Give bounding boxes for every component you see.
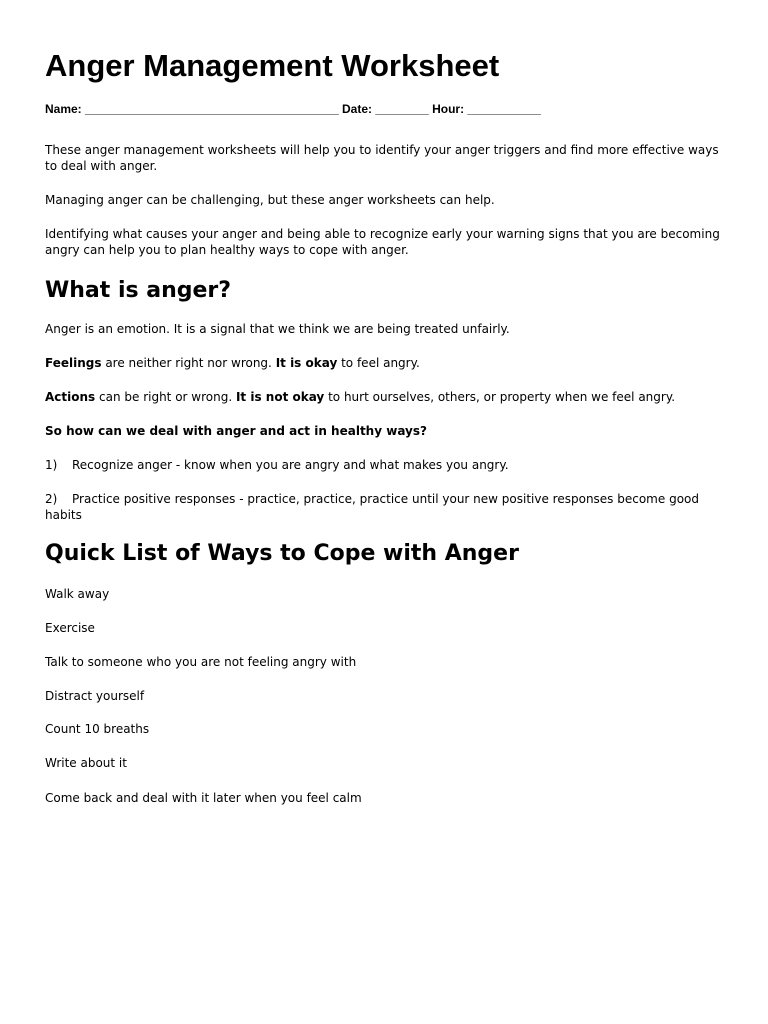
actions-emphasis: It is not okay: [235, 390, 325, 404]
hour-label: Hour:: [432, 102, 465, 116]
intro-paragraph-1: These anger management worksheets will help you to identify your anger triggers and find more effective ways to deal with anger.: [45, 143, 719, 173]
list-item: Write about it: [45, 756, 127, 770]
step-number: 2): [45, 492, 58, 506]
list-item: Exercise: [45, 621, 95, 635]
intro-paragraph-3: Identifying what causes your anger and being able to recognize early your warning signs that you are becoming angry can help you to plan healthy ways to cope with anger.: [45, 227, 720, 257]
step-text: Practice positive responses - practice, practice, practice until your new positive responses become good habits: [45, 492, 699, 522]
page-title: Anger Management Worksheet: [45, 48, 500, 83]
student-info-fields: [45, 101, 541, 117]
feelings-text-1: are neither right nor wrong.: [101, 356, 276, 370]
actions-statement: [45, 389, 730, 405]
list-item: Count 10 breaths: [45, 722, 150, 736]
section-heading-what-is-anger: What is anger?: [45, 278, 232, 303]
list-item: Come back and deal with it later when you feel calm: [45, 791, 362, 805]
feelings-statement: [45, 355, 730, 371]
name-blank: ______________________________________: [85, 102, 339, 116]
feelings-text-2: to feel angry.: [337, 356, 420, 370]
list-item: Walk away: [45, 587, 110, 601]
actions-text-2: to hurt ourselves, others, or property when we feel angry.: [324, 390, 676, 404]
step-item: [45, 457, 730, 473]
question-text: So how can we deal with anger and act in healthy ways?: [45, 424, 427, 438]
anger-definition: Anger is an emotion. It is a signal that we think we are being treated unfairly.: [45, 322, 510, 336]
step-text: Recognize anger - know when you are angry and what makes you angry.: [72, 458, 509, 472]
date-label: Date:: [341, 102, 372, 116]
step-item: [45, 491, 730, 523]
actions-text-1: can be right or wrong.: [95, 390, 236, 404]
feelings-emphasis: It is okay: [275, 356, 338, 370]
healthy-ways-question: [45, 423, 730, 439]
name-label: Name:: [45, 102, 82, 116]
hour-blank: ___________: [467, 102, 541, 116]
list-item: Distract yourself: [45, 689, 145, 703]
list-item: Talk to someone who you are not feeling angry with: [45, 655, 357, 669]
feelings-term: Feelings: [45, 356, 102, 370]
actions-term: Actions: [45, 390, 96, 404]
date-blank: ________: [375, 102, 429, 116]
intro-paragraph-2: Managing anger can be challenging, but these anger worksheets can help.: [45, 193, 495, 207]
section-heading-quick-list: Quick List of Ways to Cope with Anger: [45, 541, 519, 566]
step-number: 1): [45, 458, 58, 472]
